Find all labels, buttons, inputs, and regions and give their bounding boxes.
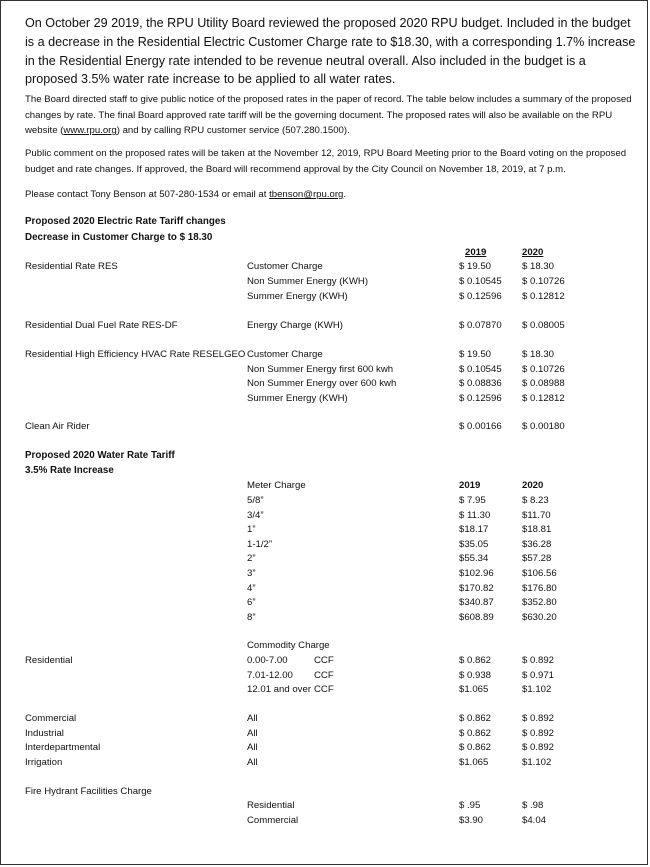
meter-charge-2019: $ 7.95 bbox=[459, 495, 486, 506]
electric-rate-name: Residential High Efficiency HVAC Rate RESELGEO bbox=[25, 349, 246, 360]
contact-paragraph bbox=[25, 187, 637, 203]
meter-size: 1” bbox=[247, 524, 256, 536]
commodity-range: 7.01-12.00 bbox=[247, 669, 293, 681]
hydrant-charge-2020: $ .98 bbox=[522, 800, 544, 811]
notice-text-end: ) and by calling RPU customer service (507.280.1500). bbox=[116, 125, 350, 137]
commodity-rate-2019: $ 0.938 bbox=[459, 669, 492, 681]
electric-rate-2019: $ 0.12596 bbox=[459, 291, 502, 302]
commodity-rate-2020: $1.102 bbox=[522, 684, 552, 696]
customer-class-rate-2020: $ 0.892 bbox=[522, 727, 555, 739]
meter-charge-2020: $352.80 bbox=[522, 597, 557, 609]
customer-class: Industrial bbox=[25, 727, 64, 739]
electric-rate-2020: $ 18.30 bbox=[522, 261, 555, 272]
electric-rate-name: Residential Rate RES bbox=[25, 261, 118, 272]
electric-rate-2019: $ 0.12596 bbox=[459, 393, 502, 404]
meter-size: 1-1/2” bbox=[247, 538, 273, 550]
commodity-unit: CCF bbox=[314, 655, 334, 666]
electric-rate-2020: $ 0.08005 bbox=[522, 320, 565, 331]
commodity-unit: CCF bbox=[314, 669, 334, 681]
customer-class-usage: All bbox=[247, 756, 258, 768]
electric-rate-2020: $ 0.12812 bbox=[522, 291, 565, 302]
meter-size: 3/4” bbox=[247, 509, 264, 521]
commodity-rate-2020: $ 0.892 bbox=[522, 655, 555, 666]
electric-rate-2020: $ 0.12812 bbox=[522, 393, 565, 404]
contact-text-end: . bbox=[343, 189, 347, 200]
electric-charge-type: Summer Energy (KWH) bbox=[247, 291, 348, 302]
commodity-class: Residential bbox=[25, 655, 73, 666]
electric-rate-2020: $ 18.30 bbox=[522, 349, 555, 360]
electric-charge-type: Energy Charge (KWH) bbox=[247, 320, 343, 331]
meter-charge-2019: $18.17 bbox=[459, 524, 489, 536]
electric-charge-type: Customer Charge bbox=[247, 261, 323, 272]
electric-rate-2019: $ 0.10545 bbox=[459, 364, 502, 375]
rpu-website-link[interactable]: www.rpu.org bbox=[63, 125, 117, 137]
meter-charge-2019: $102.96 bbox=[459, 568, 494, 579]
meter-charge-label: Meter Charge bbox=[247, 480, 306, 491]
electric-rate-2019: $ 0.08836 bbox=[459, 378, 502, 389]
commodity-rate-2019: $ 0.862 bbox=[459, 655, 492, 666]
electric-charge-type: Non Summer Energy first 600 kwh bbox=[247, 364, 394, 375]
commodity-rate-2020: $ 0.971 bbox=[522, 669, 555, 681]
electric-rate-2020: $ 0.10726 bbox=[522, 276, 565, 287]
fire-hydrant-label: Fire Hydrant Facilities Charge bbox=[25, 786, 152, 797]
water-section-title: Proposed 2020 Water Rate Tariff bbox=[25, 450, 175, 461]
hydrant-charge-2019: $ .95 bbox=[459, 800, 481, 811]
meter-charge-2019: $55.34 bbox=[459, 553, 489, 565]
meter-charge-2020: $36.28 bbox=[522, 538, 552, 550]
electric-charge-type: Customer Charge bbox=[247, 349, 323, 360]
customer-class-rate-2019: $ 0.862 bbox=[459, 713, 492, 724]
meter-size: 2” bbox=[247, 553, 256, 565]
meter-size: 3” bbox=[247, 568, 256, 579]
electric-rate-2019: $ 19.50 bbox=[459, 261, 492, 272]
electric-rate-2020: $ 0.00180 bbox=[522, 421, 565, 432]
customer-class: Interdepartmental bbox=[25, 742, 101, 754]
meter-charge-2020: $630.20 bbox=[522, 611, 557, 623]
hydrant-class: Commercial bbox=[247, 815, 299, 826]
meter-charge-2020: $ 8.23 bbox=[522, 495, 549, 506]
customer-class-rate-2020: $ 0.892 bbox=[522, 713, 555, 724]
public-comment-paragraph: Public comment on the proposed rates will be taken at the November 12, 2019, RPU Board Meeting prior to the Board voting on the proposed budget and rate changes. If approved, the Board will recommend approval by the City Council on November 18, 2019, at 7 p.m. bbox=[25, 148, 627, 175]
contact-text-start: Please contact Tony Benson at 507-280-1534 or email at bbox=[25, 189, 270, 200]
meter-charge-2019: $608.89 bbox=[459, 611, 494, 623]
electric-section-title: Proposed 2020 Electric Rate Tariff changes bbox=[25, 216, 226, 227]
electric-section-subtitle: Decrease in Customer Charge to $ 18.30 bbox=[25, 232, 213, 243]
commodity-range: 0.00-7.00 bbox=[247, 655, 288, 666]
electric-rate-name: Residential Dual Fuel Rate RES-DF bbox=[25, 320, 178, 331]
meter-charge-2019: $ 11.30 bbox=[459, 509, 491, 521]
customer-class-usage: All bbox=[247, 727, 258, 739]
customer-class-rate-2019: $ 0.862 bbox=[459, 742, 492, 754]
meter-charge-2020: $106.56 bbox=[522, 568, 557, 579]
customer-class-usage: All bbox=[247, 713, 258, 724]
contact-email-link[interactable]: tbenson@rpu.org bbox=[269, 189, 344, 200]
electric-year-2019-header: 2019 bbox=[465, 247, 487, 258]
water-section-subtitle: 3.5% Rate Increase bbox=[25, 465, 114, 476]
electric-rate-2019: $ 0.10545 bbox=[459, 276, 502, 287]
electric-rate-2020: $ 0.10726 bbox=[522, 364, 565, 375]
electric-rate-2019: $ 0.00166 bbox=[459, 421, 502, 432]
water-year-2020-header: 2020 bbox=[522, 480, 544, 491]
meter-size: 6” bbox=[247, 597, 256, 609]
meter-size: 4” bbox=[247, 582, 256, 594]
customer-class-usage: All bbox=[247, 742, 258, 754]
meter-charge-2020: $18.81 bbox=[522, 524, 552, 536]
notice-text-start: The Board directed staff to give public notice of the proposed rates in the paper of record. The table below includes a summary of the proposed changes by rate. The final Board approved rate tariff will be the governing document. The proposed rates will also be available on the RPU website ( bbox=[25, 94, 632, 137]
commodity-charge-label: Commodity Charge bbox=[247, 640, 330, 651]
meter-charge-2019: $340.87 bbox=[459, 597, 494, 609]
intro-paragraph: On October 29 2019, the RPU Utility Board reviewed the proposed 2020 RPU budget. Included in the budget is a decrease in the Residential Electric Customer Charge rate to $18.30, with a corresponding 1.7% increase in the Residential Energy rate intended to be revenue neutral overall. Also included in the budget is a proposed 3.5% water rate increase to be applied to all water rates. bbox=[25, 16, 636, 87]
meter-charge-2020: $11.70 bbox=[522, 509, 551, 521]
hydrant-charge-2020: $4.04 bbox=[522, 815, 547, 826]
meter-charge-2020: $176.80 bbox=[522, 582, 557, 594]
customer-class-rate-2020: $1.102 bbox=[522, 756, 552, 768]
customer-class: Irrigation bbox=[25, 756, 63, 768]
electric-charge-type: Non Summer Energy (KWH) bbox=[247, 276, 369, 287]
meter-charge-2019: $35.05 bbox=[459, 538, 489, 550]
electric-charge-type: Non Summer Energy over 600 kwh bbox=[247, 378, 397, 389]
hydrant-charge-2019: $3.90 bbox=[459, 815, 484, 826]
meter-charge-2020: $57.28 bbox=[522, 553, 552, 565]
water-year-2019-header: 2019 bbox=[459, 480, 481, 491]
customer-class-rate-2019: $1.065 bbox=[459, 756, 489, 768]
electric-rate-2019: $ 19.50 bbox=[459, 349, 492, 360]
meter-size: 5/8” bbox=[247, 495, 264, 506]
electric-charge-type: Summer Energy (KWH) bbox=[247, 393, 348, 404]
commodity-range: 12.01 and over bbox=[247, 684, 312, 696]
customer-class-rate-2020: $ 0.892 bbox=[522, 742, 555, 754]
electric-year-2020-header: 2020 bbox=[522, 247, 544, 258]
notice-paragraph bbox=[25, 92, 637, 139]
commodity-rate-2019: $1.065 bbox=[459, 684, 489, 696]
electric-rate-2019: $ 0.07870 bbox=[459, 320, 502, 331]
meter-charge-2019: $170.82 bbox=[459, 582, 494, 594]
electric-rate-name: Clean Air Rider bbox=[25, 421, 90, 432]
commodity-unit: CCF bbox=[314, 684, 334, 696]
hydrant-class: Residential bbox=[247, 800, 295, 811]
customer-class-rate-2019: $ 0.862 bbox=[459, 727, 492, 739]
electric-rate-2020: $ 0.08988 bbox=[522, 378, 565, 389]
meter-size: 8” bbox=[247, 611, 256, 623]
customer-class: Commercial bbox=[25, 713, 77, 724]
